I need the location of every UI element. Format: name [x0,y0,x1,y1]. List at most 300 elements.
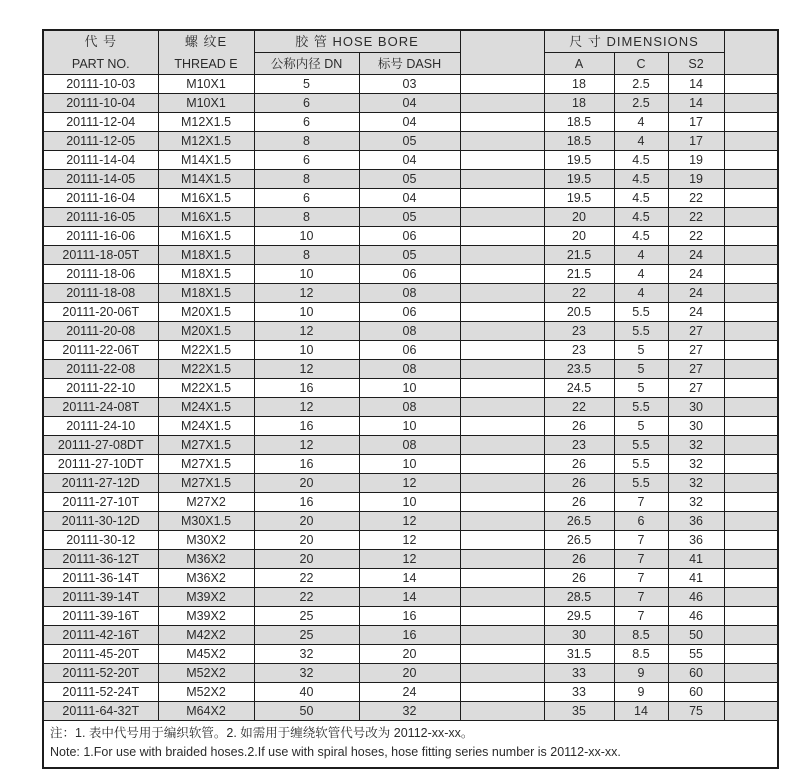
cell-spacer-1 [460,436,544,455]
cell-part-no: 20111-10-03 [43,75,158,94]
cell-dim-s2: 32 [668,455,724,474]
cell-spacer-1 [460,664,544,683]
cell-thread: M22X1.5 [158,360,254,379]
cell-dn: 25 [254,607,359,626]
cell-spacer-2 [724,132,778,151]
cell-dim-s2: 60 [668,664,724,683]
table-row [43,588,778,607]
cell-dash: 12 [359,550,460,569]
cell-spacer-2 [724,417,778,436]
cell-dim-s2: 24 [668,246,724,265]
cell-part-no: 20111-30-12D [43,512,158,531]
cell-part-no: 20111-16-06 [43,227,158,246]
header-group-hose-bore [254,30,460,53]
cell-part-no: 20111-30-12 [43,531,158,550]
header-thread [158,30,254,75]
note-zh-1: 注：1. 表中代号用于编织软管。 [50,726,227,741]
cell-dash: 04 [359,189,460,208]
cell-dn: 25 [254,626,359,645]
cell-part-no: 20111-39-16T [43,607,158,626]
cell-dim-a: 28.5 [544,588,614,607]
cell-dim-a: 23.5 [544,360,614,379]
cell-dash: 32 [359,702,460,721]
cell-spacer-1 [460,645,544,664]
table-row [43,208,778,227]
cell-dim-s2: 14 [668,75,724,94]
cell-part-no: 20111-64-32T [43,702,158,721]
cell-dim-s2: 19 [668,151,724,170]
cell-part-no: 20111-18-05T [43,246,158,265]
note-zh-2: 2. 如需用于缠绕软管代号改为 20112-xx-xx。 [226,726,474,741]
cell-spacer-1 [460,94,544,113]
cell-thread: M20X1.5 [158,303,254,322]
cell-dim-a: 18.5 [544,132,614,151]
cell-dn: 16 [254,493,359,512]
cell-dash: 03 [359,75,460,94]
cell-dim-a: 19.5 [544,189,614,208]
cell-thread: M10X1 [158,75,254,94]
cell-dim-c: 5 [614,417,668,436]
cell-dim-s2: 36 [668,531,724,550]
cell-dn: 50 [254,702,359,721]
cell-dash: 05 [359,208,460,227]
cell-spacer-2 [724,569,778,588]
cell-dash: 20 [359,664,460,683]
cell-dim-a: 20 [544,208,614,227]
cell-dn: 16 [254,455,359,474]
table-row [43,170,778,189]
cell-dim-s2: 27 [668,360,724,379]
cell-part-no: 20111-22-06T [43,341,158,360]
cell-spacer-2 [724,227,778,246]
cell-spacer-1 [460,360,544,379]
cell-dim-a: 24.5 [544,379,614,398]
cell-thread: M18X1.5 [158,246,254,265]
cell-dn: 8 [254,208,359,227]
cell-spacer-2 [724,588,778,607]
cell-spacer-2 [724,436,778,455]
cell-part-no: 20111-12-05 [43,132,158,151]
table-row [43,645,778,664]
cell-spacer-2 [724,75,778,94]
cell-part-no: 20111-14-04 [43,151,158,170]
cell-dim-s2: 14 [668,94,724,113]
cell-dim-c: 2.5 [614,94,668,113]
cell-spacer-1 [460,626,544,645]
cell-dash: 16 [359,607,460,626]
header-part-no [43,30,158,75]
cell-dim-s2: 32 [668,436,724,455]
cell-dim-s2: 30 [668,398,724,417]
cell-dn: 16 [254,417,359,436]
cell-dim-c: 4.5 [614,227,668,246]
cell-dim-c: 4 [614,265,668,284]
cell-thread: M30X1.5 [158,512,254,531]
cell-dn: 12 [254,360,359,379]
cell-part-no: 20111-16-04 [43,189,158,208]
cell-dim-a: 35 [544,702,614,721]
cell-dash: 08 [359,284,460,303]
cell-dn: 20 [254,512,359,531]
table-footer [43,721,778,768]
cell-dim-a: 20.5 [544,303,614,322]
cell-dim-c: 14 [614,702,668,721]
cell-dim-s2: 60 [668,683,724,702]
table-row [43,398,778,417]
cell-dn: 8 [254,246,359,265]
cell-dim-s2: 27 [668,341,724,360]
table-row [43,607,778,626]
cell-dim-c: 5 [614,360,668,379]
cell-spacer-1 [460,379,544,398]
cell-part-no: 20111-18-08 [43,284,158,303]
cell-dn: 12 [254,322,359,341]
cell-part-no: 20111-24-08T [43,398,158,417]
cell-thread: M16X1.5 [158,189,254,208]
cell-dim-s2: 32 [668,474,724,493]
cell-spacer-2 [724,645,778,664]
cell-dim-s2: 17 [668,113,724,132]
table-row [43,436,778,455]
cell-part-no: 20111-27-10T [43,493,158,512]
cell-thread: M27X2 [158,493,254,512]
cell-part-no: 20111-36-14T [43,569,158,588]
table-row [43,664,778,683]
cell-dn: 10 [254,303,359,322]
cell-dim-s2: 46 [668,588,724,607]
cell-spacer-1 [460,341,544,360]
cell-dim-c: 5.5 [614,398,668,417]
cell-dim-a: 26.5 [544,512,614,531]
header-hose-bore-label: 胶 管 HOSE BORE [295,33,419,49]
cell-dash: 04 [359,151,460,170]
cell-dash: 20 [359,645,460,664]
cell-part-no: 20111-16-05 [43,208,158,227]
cell-spacer-2 [724,189,778,208]
table-row [43,702,778,721]
cell-part-no: 20111-36-12T [43,550,158,569]
cell-thread: M39X2 [158,588,254,607]
cell-spacer-1 [460,569,544,588]
notes-row [43,721,778,768]
cell-dn: 6 [254,151,359,170]
cell-spacer-2 [724,246,778,265]
cell-dim-c: 5 [614,379,668,398]
header-dim-a [544,53,614,75]
cell-dn: 20 [254,531,359,550]
cell-spacer-1 [460,151,544,170]
cell-dim-s2: 41 [668,550,724,569]
cell-thread: M64X2 [158,702,254,721]
cell-spacer-2 [724,284,778,303]
table-body [43,75,778,721]
cell-dim-a: 19.5 [544,170,614,189]
cell-dim-a: 29.5 [544,607,614,626]
header-thread-en: THREAD E [174,56,238,71]
cell-dim-a: 31.5 [544,645,614,664]
cell-thread: M22X1.5 [158,379,254,398]
cell-spacer-1 [460,550,544,569]
header-thread-zh: 螺 纹E [184,34,228,49]
header-dn-label: 公称内径 DN [270,57,343,72]
cell-part-no: 20111-39-14T [43,588,158,607]
cell-thread: M36X2 [158,569,254,588]
cell-dim-s2: 24 [668,284,724,303]
cell-spacer-1 [460,588,544,607]
cell-dim-c: 4 [614,284,668,303]
cell-dim-a: 20 [544,227,614,246]
cell-dim-c: 4 [614,113,668,132]
cell-spacer-2 [724,94,778,113]
cell-dash: 16 [359,626,460,645]
cell-dash: 10 [359,417,460,436]
cell-thread: M39X2 [158,607,254,626]
note-en-2: 2.If use with spiral hoses, hose fitting series number is 20112-xx-xx. [247,744,621,759]
cell-thread: M18X1.5 [158,265,254,284]
cell-dn: 20 [254,550,359,569]
catalog-page [42,29,779,769]
cell-dim-a: 23 [544,341,614,360]
cell-dim-c: 5.5 [614,436,668,455]
cell-spacer-1 [460,398,544,417]
table-row [43,75,778,94]
cell-dn: 10 [254,265,359,284]
cell-spacer-2 [724,322,778,341]
cell-dn: 6 [254,189,359,208]
cell-dn: 10 [254,341,359,360]
cell-dim-s2: 19 [668,170,724,189]
cell-dim-c: 7 [614,493,668,512]
cell-spacer-2 [724,702,778,721]
cell-thread: M12X1.5 [158,113,254,132]
cell-spacer-2 [724,683,778,702]
cell-dim-a: 23 [544,436,614,455]
header-spacer-1 [460,30,544,75]
cell-dn: 32 [254,664,359,683]
table-row [43,151,778,170]
table-row [43,303,778,322]
cell-dn: 40 [254,683,359,702]
note-line-zh [50,724,777,743]
cell-spacer-2 [724,664,778,683]
cell-dn: 8 [254,170,359,189]
cell-dn: 6 [254,113,359,132]
cell-thread: M45X2 [158,645,254,664]
cell-thread: M16X1.5 [158,208,254,227]
cell-dim-c: 2.5 [614,75,668,94]
table-row [43,94,778,113]
table-row [43,379,778,398]
cell-thread: M42X2 [158,626,254,645]
header-dim-c [614,53,668,75]
cell-dim-a: 33 [544,683,614,702]
table-header [43,30,778,75]
cell-dim-s2: 27 [668,322,724,341]
cell-part-no: 20111-27-08DT [43,436,158,455]
cell-thread: M27X1.5 [158,474,254,493]
cell-dn: 6 [254,94,359,113]
header-dimensions-label: 尺 寸 DIMENSIONS [569,33,699,49]
notes-cell [43,721,778,768]
table-row [43,417,778,436]
cell-thread: M27X1.5 [158,455,254,474]
cell-dim-c: 4 [614,246,668,265]
cell-dim-a: 18.5 [544,113,614,132]
cell-dn: 22 [254,588,359,607]
cell-dim-c: 5 [614,341,668,360]
header-a-label: A [574,57,584,72]
cell-dim-c: 8.5 [614,626,668,645]
cell-dim-a: 30 [544,626,614,645]
cell-spacer-2 [724,474,778,493]
cell-dn: 5 [254,75,359,94]
cell-part-no: 20111-18-06 [43,265,158,284]
cell-dim-a: 26 [544,569,614,588]
header-c-label: C [636,57,646,72]
header-part-no-zh: 代 号 [84,34,118,49]
cell-dim-c: 4.5 [614,170,668,189]
cell-dim-s2: 24 [668,265,724,284]
cell-dim-c: 5.5 [614,303,668,322]
cell-dim-a: 19.5 [544,151,614,170]
cell-spacer-1 [460,113,544,132]
cell-dim-s2: 22 [668,227,724,246]
table-row [43,360,778,379]
cell-dim-s2: 32 [668,493,724,512]
cell-dim-s2: 30 [668,417,724,436]
cell-spacer-1 [460,265,544,284]
cell-spacer-1 [460,683,544,702]
cell-dim-c: 5.5 [614,474,668,493]
cell-dn: 16 [254,379,359,398]
cell-dim-a: 26 [544,455,614,474]
cell-dash: 12 [359,512,460,531]
cell-dim-a: 33 [544,664,614,683]
cell-part-no: 20111-10-04 [43,94,158,113]
cell-dn: 12 [254,436,359,455]
cell-dim-c: 7 [614,550,668,569]
cell-dim-s2: 50 [668,626,724,645]
table-row [43,455,778,474]
cell-spacer-1 [460,417,544,436]
cell-dim-c: 9 [614,664,668,683]
note-en-1: Note: 1.For use with braided hoses. [50,744,248,759]
cell-dash: 08 [359,322,460,341]
cell-dn: 20 [254,474,359,493]
table-row [43,550,778,569]
table-row [43,626,778,645]
cell-thread: M24X1.5 [158,417,254,436]
header-row-1 [43,30,778,53]
cell-dim-c: 5.5 [614,322,668,341]
cell-dash: 06 [359,303,460,322]
cell-spacer-2 [724,341,778,360]
cell-dim-a: 26 [544,474,614,493]
cell-spacer-2 [724,303,778,322]
cell-dim-s2: 17 [668,132,724,151]
table-row [43,341,778,360]
cell-spacer-2 [724,607,778,626]
table-row [43,531,778,550]
cell-spacer-1 [460,474,544,493]
cell-thread: M24X1.5 [158,398,254,417]
cell-spacer-1 [460,132,544,151]
cell-thread: M14X1.5 [158,170,254,189]
cell-spacer-2 [724,360,778,379]
header-dim-s2 [668,53,724,75]
table-row [43,132,778,151]
cell-spacer-2 [724,626,778,645]
cell-dash: 08 [359,360,460,379]
cell-thread: M52X2 [158,683,254,702]
cell-dim-c: 4.5 [614,208,668,227]
cell-spacer-1 [460,246,544,265]
cell-dash: 08 [359,436,460,455]
cell-spacer-2 [724,379,778,398]
cell-spacer-2 [724,512,778,531]
cell-part-no: 20111-12-04 [43,113,158,132]
cell-spacer-1 [460,512,544,531]
header-dn [254,53,359,75]
cell-dim-c: 8.5 [614,645,668,664]
table-row [43,189,778,208]
cell-dim-a: 22 [544,398,614,417]
cell-dim-s2: 75 [668,702,724,721]
cell-dim-a: 22 [544,284,614,303]
cell-part-no: 20111-27-10DT [43,455,158,474]
cell-dim-c: 7 [614,588,668,607]
cell-dash: 05 [359,132,460,151]
note-line-en [50,743,777,762]
cell-part-no: 20111-52-20T [43,664,158,683]
cell-dn: 12 [254,398,359,417]
header-spacer-2 [724,30,778,75]
cell-dim-c: 9 [614,683,668,702]
cell-dim-c: 4.5 [614,189,668,208]
cell-thread: M27X1.5 [158,436,254,455]
cell-dash: 24 [359,683,460,702]
cell-dim-c: 7 [614,531,668,550]
cell-thread: M16X1.5 [158,227,254,246]
cell-spacer-2 [724,113,778,132]
cell-spacer-1 [460,75,544,94]
cell-thread: M52X2 [158,664,254,683]
cell-dash: 04 [359,113,460,132]
cell-dash: 08 [359,398,460,417]
cell-dn: 32 [254,645,359,664]
table-row [43,246,778,265]
cell-spacer-1 [460,493,544,512]
table-row [43,113,778,132]
table-row [43,322,778,341]
cell-dash: 10 [359,455,460,474]
cell-thread: M18X1.5 [158,284,254,303]
cell-dim-a: 18 [544,94,614,113]
cell-dim-a: 26 [544,417,614,436]
cell-part-no: 20111-45-20T [43,645,158,664]
cell-dim-a: 26 [544,550,614,569]
cell-spacer-1 [460,702,544,721]
cell-spacer-1 [460,189,544,208]
cell-part-no: 20111-27-12D [43,474,158,493]
table-row [43,474,778,493]
cell-dim-a: 26.5 [544,531,614,550]
cell-dim-s2: 24 [668,303,724,322]
cell-part-no: 20111-20-08 [43,322,158,341]
cell-dim-c: 6 [614,512,668,531]
cell-spacer-1 [460,170,544,189]
table-row [43,493,778,512]
